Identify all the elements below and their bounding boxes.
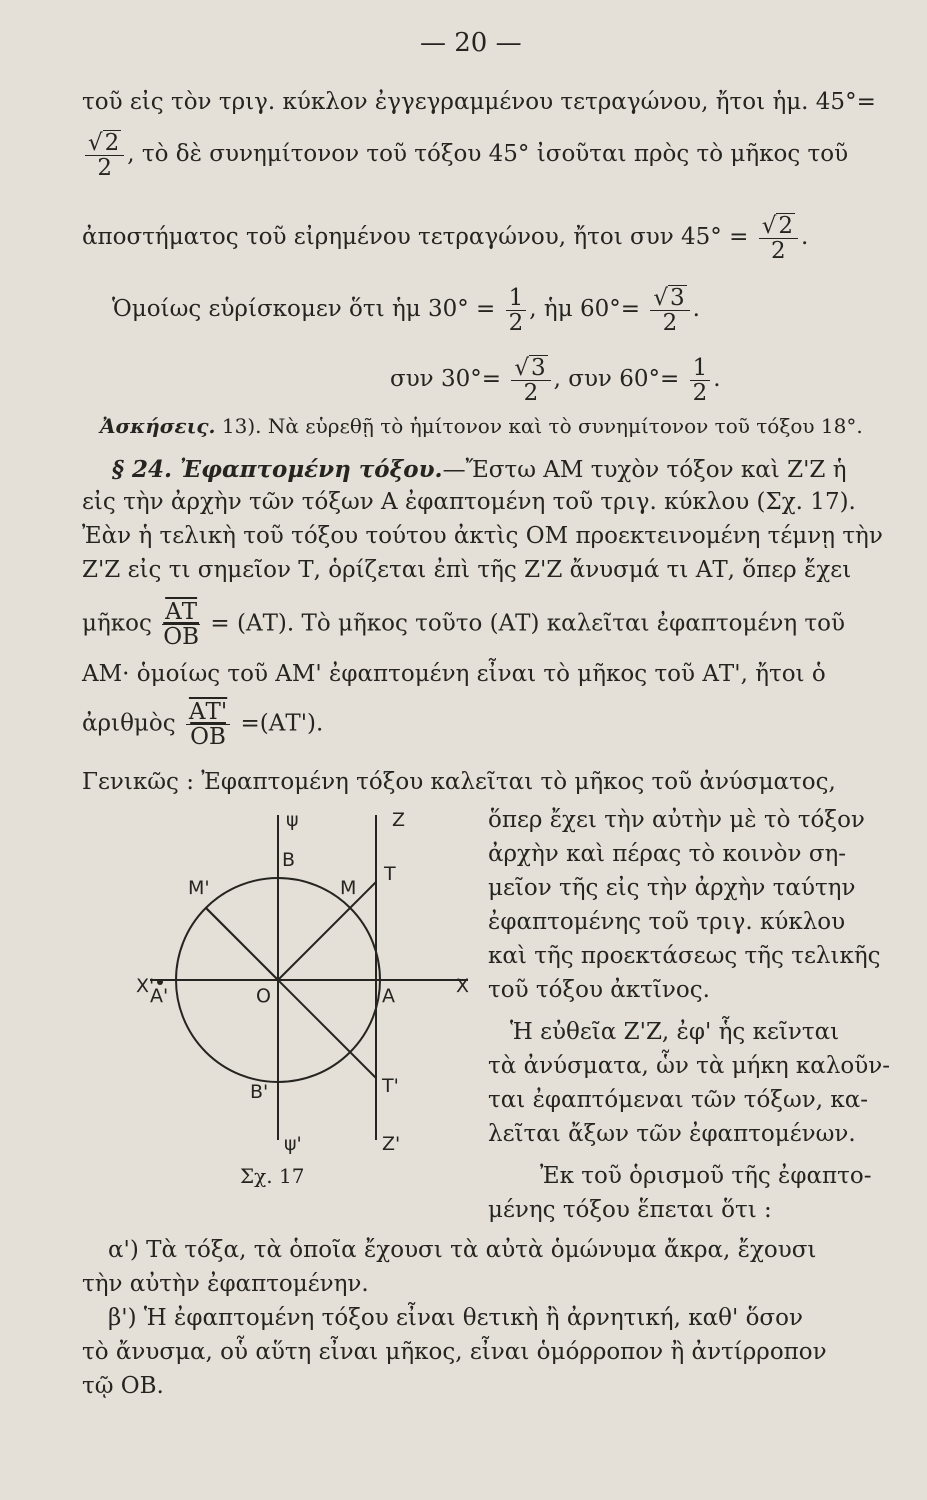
label-m: Μ bbox=[340, 877, 357, 899]
text-line: τοῦ τόξου ἀκτῖνος. bbox=[488, 977, 710, 1003]
fraction: $\frac{AT'}{OB}$ bbox=[186, 700, 230, 749]
text-line: Γενικῶς : Ἐφαπτομένη τόξου καλεῖται τὸ μῆκος τοῦ ἀνύσματος, bbox=[82, 769, 836, 795]
label-a-prime: Α' bbox=[150, 985, 169, 1007]
page-number: — 20 — bbox=[420, 28, 522, 58]
text-line: μένης τόξου ἕπεται ὅτι : bbox=[488, 1197, 772, 1223]
text-line: ἀποστήματος τοῦ εἰρημένου τετραγώνου, ἤτοι συν 45° = $\frac{√2}{2}$ . bbox=[82, 213, 809, 264]
text-line: τὰ ἀνύσματα, ὧν τὰ μήκη καλοῦν- bbox=[488, 1053, 890, 1079]
text-line: Ἐὰν ἡ τελικὴ τοῦ τόξου τούτου ἀκτὶς ΟΜ προεκτεινομένη τέμνῃ τὴν bbox=[82, 523, 883, 549]
label-z-prime: Ζ' bbox=[382, 1133, 401, 1155]
text-line: τῷ ΟΒ. bbox=[82, 1373, 164, 1399]
label-psi-prime: ψ' bbox=[284, 1133, 302, 1155]
text-line: α') Τὰ τόξα, τὰ ὁποῖα ἔχουσι τὰ αὐτὰ ὁμώνυμα ἄκρα, ἔχουσι bbox=[108, 1237, 817, 1263]
label-m-prime: Μ' bbox=[188, 877, 210, 899]
fraction: $\frac{√3}{2}$ bbox=[650, 285, 689, 335]
label-b: Β bbox=[282, 849, 296, 871]
fraction: $\frac{√3}{2}$ bbox=[511, 355, 550, 405]
text-line: συν 30°= $\frac{√3}{2}$ , συν 60°= $\frac{1}{2}$ . bbox=[390, 354, 721, 406]
text-line: ΑΜ· ὁμοίως τοῦ ΑΜ' ἐφαπτομένη εἶναι τὸ μῆκος τοῦ ΑΤ', ἤτοι ὁ bbox=[82, 661, 826, 687]
fraction: $\frac{\overline{AT}}{OB}$ bbox=[163, 599, 200, 650]
text-line: ται ἐφαπτόμεναι τῶν τόξων, κα- bbox=[488, 1087, 869, 1113]
text-line: Ἐκ τοῦ ὁρισμοῦ τῆς ἐφαπτο- bbox=[540, 1163, 872, 1189]
text-line: β') Ἡ ἐφαπτομένη τόξου εἶναι θετικὴ ἢ ἀρνητική, καθ' ὅσον bbox=[108, 1305, 803, 1331]
radius-om-extended bbox=[278, 882, 376, 980]
text-line: τὴν αὐτὴν ἐφαπτομένην. bbox=[82, 1271, 369, 1297]
label-o: Ο bbox=[256, 985, 271, 1007]
label-x-prime: Χ' bbox=[136, 975, 155, 997]
fraction: $\frac{1}{2}$ bbox=[506, 286, 527, 335]
text-line: Ζ'Ζ εἰς τι σημεῖον Τ, ὁρίζεται ἐπὶ τῆς Ζ'Ζ ἄνυσμά τι ΑΤ, ὅπερ ἔχει bbox=[82, 557, 852, 583]
fraction: $\frac{√2}{2}$ bbox=[759, 213, 798, 263]
text-line: Ὁμοίως εὑρίσκομεν ὅτι ἡμ 30° = $\frac{1}{2}$ , ἡμ 60°= $\frac{√3}{2}$ . bbox=[112, 284, 700, 336]
text-line: ἐφαπτομένης τοῦ τριγ. κύκλου bbox=[488, 909, 846, 935]
label-t-prime: Τ' bbox=[382, 1075, 399, 1097]
text-line: καὶ τῆς προεκτάσεως τῆς τελικῆς bbox=[488, 943, 881, 969]
label-z: Ζ bbox=[392, 809, 406, 831]
text-line: Ἡ εὐθεῖα Ζ'Ζ, ἐφ' ἧς κεῖνται bbox=[510, 1019, 840, 1045]
text-line: εἰς τὴν ἀρχὴν τῶν τόξων Α ἐφαπτομένη τοῦ τριγ. κύκλου (Σχ. 17). bbox=[82, 489, 856, 515]
exercise-line: Ἀσκήσεις. 13). Νὰ εὑρεθῇ τὸ ἡμίτονον καὶ τὸ συνημίτονον τοῦ τόξου 18°. bbox=[100, 414, 863, 438]
text-line: ὅπερ ἔχει τὴν αὐτὴν μὲ τὸ τόξον bbox=[488, 807, 865, 833]
section-heading: § 24. Ἐφαπτομένη τόξου.—Ἔστω ΑΜ τυχὸν τόξον καὶ Ζ'Ζ ἡ bbox=[112, 456, 847, 483]
fraction: $\frac{1}{2}$ bbox=[690, 356, 711, 405]
text-line: μεῖον τῆς εἰς τὴν ἀρχὴν ταύτην bbox=[488, 875, 856, 901]
fraction: $\frac{√2}{2}$ bbox=[85, 130, 124, 180]
label-a: Α bbox=[382, 985, 395, 1007]
text-line: τοῦ εἰς τὸν τριγ. κύκλον ἐγγεγραμμένου τετραγώνου, ἤτοι ἡμ. 45°= bbox=[82, 89, 876, 115]
line-to-t-prime bbox=[206, 908, 376, 1078]
label-x: Χ bbox=[456, 975, 470, 997]
label-b-prime: Β' bbox=[250, 1081, 269, 1103]
text-line: ἀρχὴν καὶ πέρας τὸ κοινὸν ση- bbox=[488, 841, 847, 867]
label-t: Τ bbox=[384, 863, 396, 885]
text-line: μῆκος $\frac{\overline{AT}}{OB}$ = (ΑΤ). Τὸ μῆκος τοῦτο (ΑΤ) καλεῖται ἐφαπτομένη τοῦ bbox=[82, 599, 845, 650]
label-psi: ψ bbox=[286, 809, 299, 831]
figure-caption: Σχ. 17 bbox=[240, 1164, 305, 1188]
text-line: ἀριθμὸς $\frac{AT'}{OB}$ =(ΑΤ'). bbox=[82, 699, 324, 750]
text-line: λεῖται ἄξων τῶν ἐφαπτομένων. bbox=[488, 1121, 856, 1147]
text-line: $\frac{√2}{2}$ , τὸ δὲ συνημίτονον τοῦ τόξου 45° ἰσοῦται πρὸς τὸ μῆκος τοῦ bbox=[82, 130, 848, 180]
text-line: τὸ ἄνυσμα, οὗ αὕτη εἶναι μῆκος, εἶναι ὁμόρροπον ἢ ἀντίρροπον bbox=[82, 1339, 827, 1365]
